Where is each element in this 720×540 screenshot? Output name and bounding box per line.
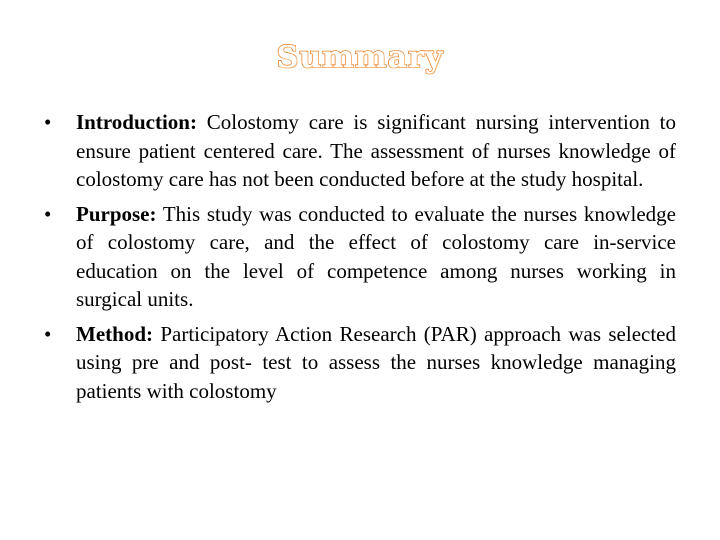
bullet-text-purpose: This study was conducted to evaluate the nurses knowledge of colostomy care, and the effect of colostomy care in-service education on the level of competence among nurses working in surgical units. [76,201,676,311]
bullet-text-introduction: Colostomy care is significant nursing intervention to ensure patient centered care. The assessment of nurses knowledge of colostomy care has not been conducted before at the study hospital. [76,110,676,191]
bullet-purpose [44,200,676,314]
bullet-introduction [44,108,676,194]
bullet-method [44,320,676,406]
bullet-icon: • [44,321,52,346]
bullet-icon: • [44,201,52,226]
bullet-label-introduction: Introduction: [76,110,197,134]
bullet-icon: • [44,110,52,134]
bullet-label-method: Method: [76,321,153,346]
bullet-label-purpose: Purpose: [76,201,157,226]
slide-title: Summary [276,40,444,75]
summary-bullet-list [44,108,676,411]
bullet-text-method: Participatory Action Research (PAR) approach was selected using pre and post- test to assess the nurses knowledge managing patients with colostomy [76,321,676,403]
